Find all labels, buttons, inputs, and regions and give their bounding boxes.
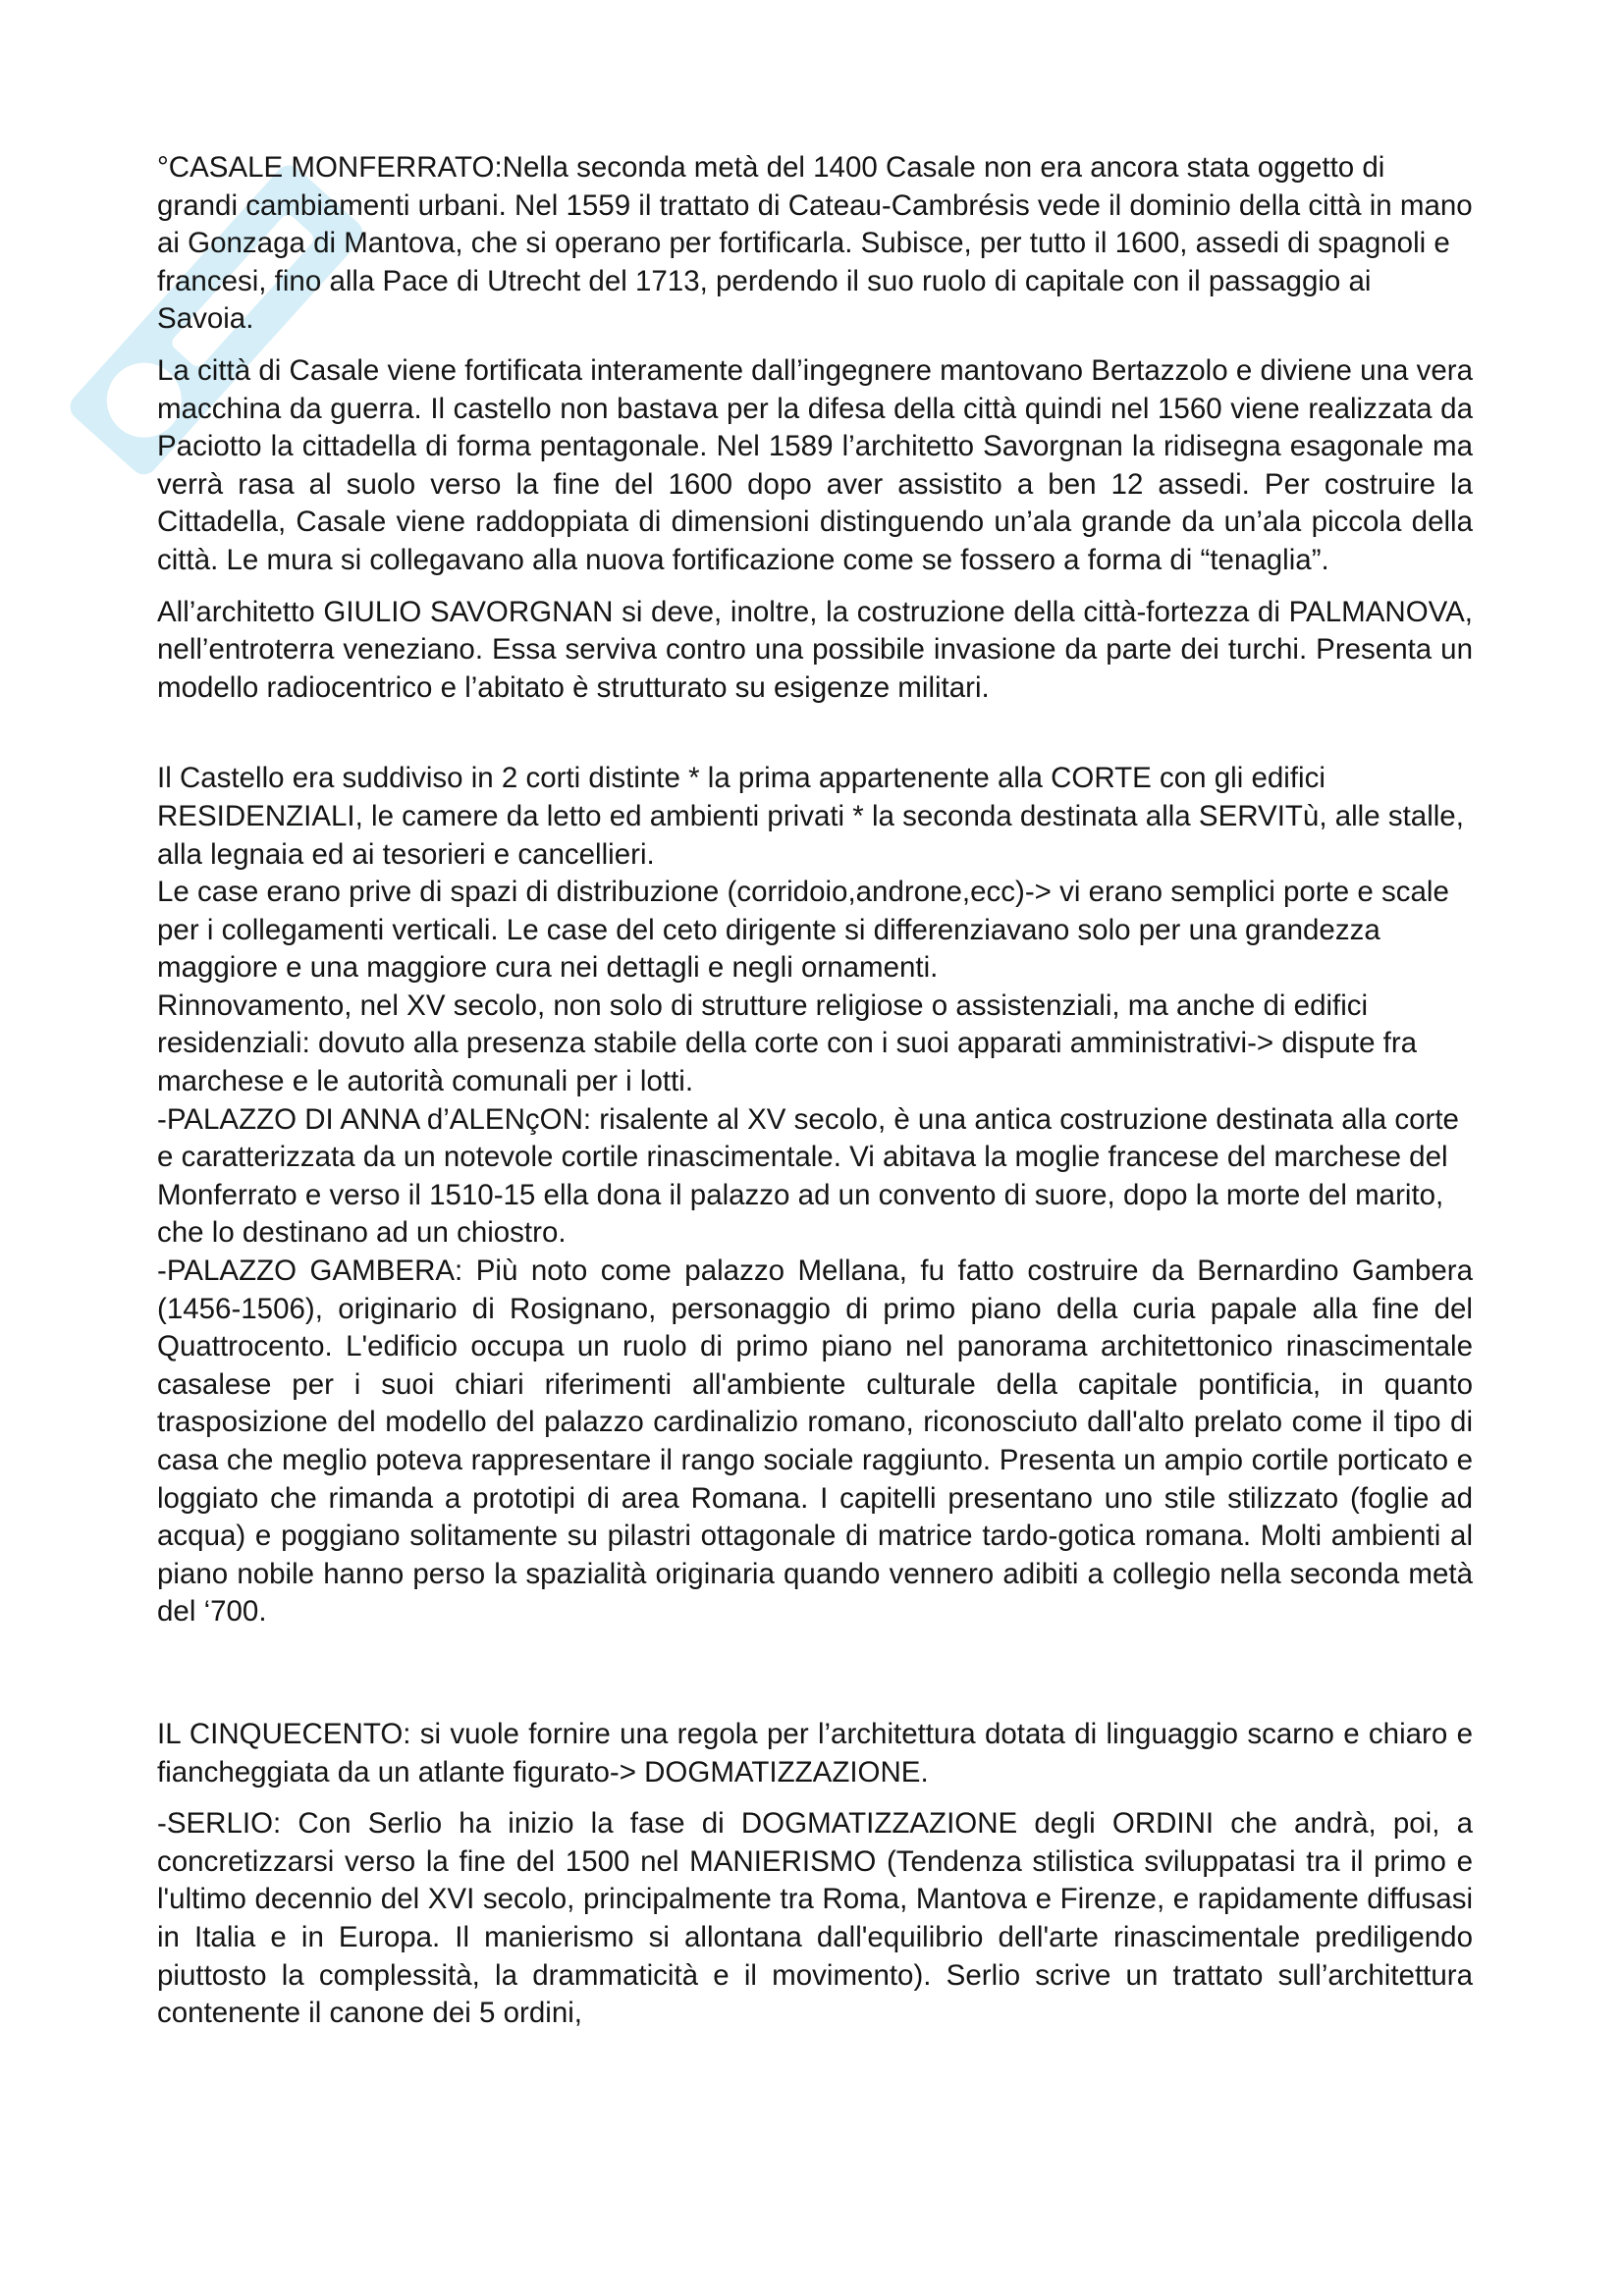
paragraph-cinquecento: IL CINQUECENTO: si vuole fornire una regola per l’architettura dotata di linguaggio scarno e chiaro e fiancheggiata da un atlante figurato-> DOGMATIZZAZIONE.	[157, 1717, 1473, 1789]
section-cinquecento	[157, 1716, 1473, 2033]
section-castello	[157, 760, 1473, 1631]
paragraph-castello-corti: Il Castello era suddiviso in 2 corti distinte * la prima appartenente alla CORTE con gli edifici RESIDENZIALI, le camere da letto ed ambienti privati * la seconda destinata alla SERVITù, alle stalle, alla legnaia ed ai tesorieri e cancellieri.	[157, 762, 1464, 871]
paragraph-palazzo-anna: -PALAZZO DI ANNA d’ALENçON: risalente al XV secolo, è una antica costruzione destinata alla corte e caratterizzata da un notevole cortile rinascimentale. Vi abitava la moglie francese del marchese del Monferrato e verso il 1510-15 ella dona il palazzo ad un convento di suore, dopo la morte del marito, che lo destinano ad un chiostro.	[157, 1102, 1459, 1250]
paragraph-case: Le case erano prive di spazi di distribuzione (corridoio,androne,ecc)-> vi erano semplici porte e scale per i collegamenti verticali. Le case del ceto dirigente si differenziavano solo per una grandezza maggiore e una maggiore cura nei dettagli e negli ornamenti.	[157, 876, 1449, 985]
paragraph-rinnovamento: Rinnovamento, nel XV secolo, non solo di strutture religiose o assistenziali, ma anche di edifici residenziali: dovuto alla presenza stabile della corte con i suoi apparati amministrativi-> dispute fra marchese e le autorità comunali per i lotti.	[157, 988, 1418, 1098]
paragraph-fortificazione: La città di Casale viene fortificata interamente dall’ingegnere mantovano Bertazzolo e diviene una vera macchina da guerra. Il castello non bastava per la difesa della città quindi nel 1560 viene realizzata da Paciotto la cittadella di forma pentagonale. Nel 1589 l’architetto Savorgnan la ridisegna esagonale ma verrà rasa al suolo verso la fine del 1600 dopo aver assistito a ben 12 assedi. Per costruire la Cittadella, Casale viene raddoppiata di dimensioni distinguendo un’ala grande da un’ala piccola della città. Le mura si collegavano alla nuova fortificazione come se fossero a forma di “tenaglia”.	[157, 353, 1473, 576]
document-page	[157, 149, 1473, 2033]
paragraph-palmanova: All’architetto GIULIO SAVORGNAN si deve, inoltre, la costruzione della città-fortezza di PALMANOVA, nell’entroterra veneziano. Essa serviva contro una possibile invasione da parte dei turchi. Presenta un modello radiocentrico e l’abitato è strutturato su esigenze militari.	[157, 595, 1473, 704]
section-casale-monferrato	[157, 149, 1473, 707]
paragraph-casale-intro: °CASALE MONFERRATO:Nella seconda metà del 1400 Casale non era ancora stata oggetto di grandi cambiamenti urbani. Nel 1559 il trattato di Cateau-Cambrésis vede il dominio della città in mano ai Gonzaga di Mantova, che si operano per fortificarla. Subisce, per tutto il 1600, assedi di spagnoli e francesi, fino alla Pace di Utrecht del 1713, perdendo il suo ruolo di capitale con il passaggio ai Savoia.	[157, 151, 1473, 336]
paragraph-palazzo-gambera: -PALAZZO GAMBERA: Più noto come palazzo Mellana, fu fatto costruire da Bernardino Gambera (1456-1506), originario di Rosignano, personaggio di primo piano della curia papale alla fine del Quattrocento. L'edificio occupa un ruolo di primo piano nel panorama architettonico rinascimentale casalese per i suoi chiari riferimenti all'ambiente culturale della capitale pontificia, in quanto trasposizione del modello del palazzo cardinalizio romano, riconosciuto dall'alto prelato come il tipo di casa che meglio poteva rappresentare il rango sociale raggiunto. Presenta un ampio cortile porticato e loggiato che rimanda a prototipi di area Romana. I capitelli presentano uno stile stilizzato (foglie ad acqua) e poggiano solitamente su pilastri ottagonale di matrice tardo-gotica romana. Molti ambienti al piano nobile hanno perso la spazialità originaria quando vennero adibiti a collegio nella seconda metà del ‘700.	[157, 1255, 1473, 1629]
paragraph-serlio: -SERLIO: Con Serlio ha inizio la fase di DOGMATIZZAZIONE degli ORDINI che andrà, poi, a concretizzarsi verso la fine del 1500 nel MANIERISMO (Tendenza stilistica sviluppatasi tra il primo e l'ultimo decennio del XVI secolo, principalmente tra Roma, Mantova e Firenze, e rapidamente diffusasi in Italia e in Europa. Il manierismo si allontana dall'equilibrio dell'arte rinascimentale prediligendo piuttosto la complessità, la drammaticità e il movimento). Serlio scrive un trattato sull’architettura contenente il canone dei 5 ordini,	[157, 1807, 1473, 2030]
